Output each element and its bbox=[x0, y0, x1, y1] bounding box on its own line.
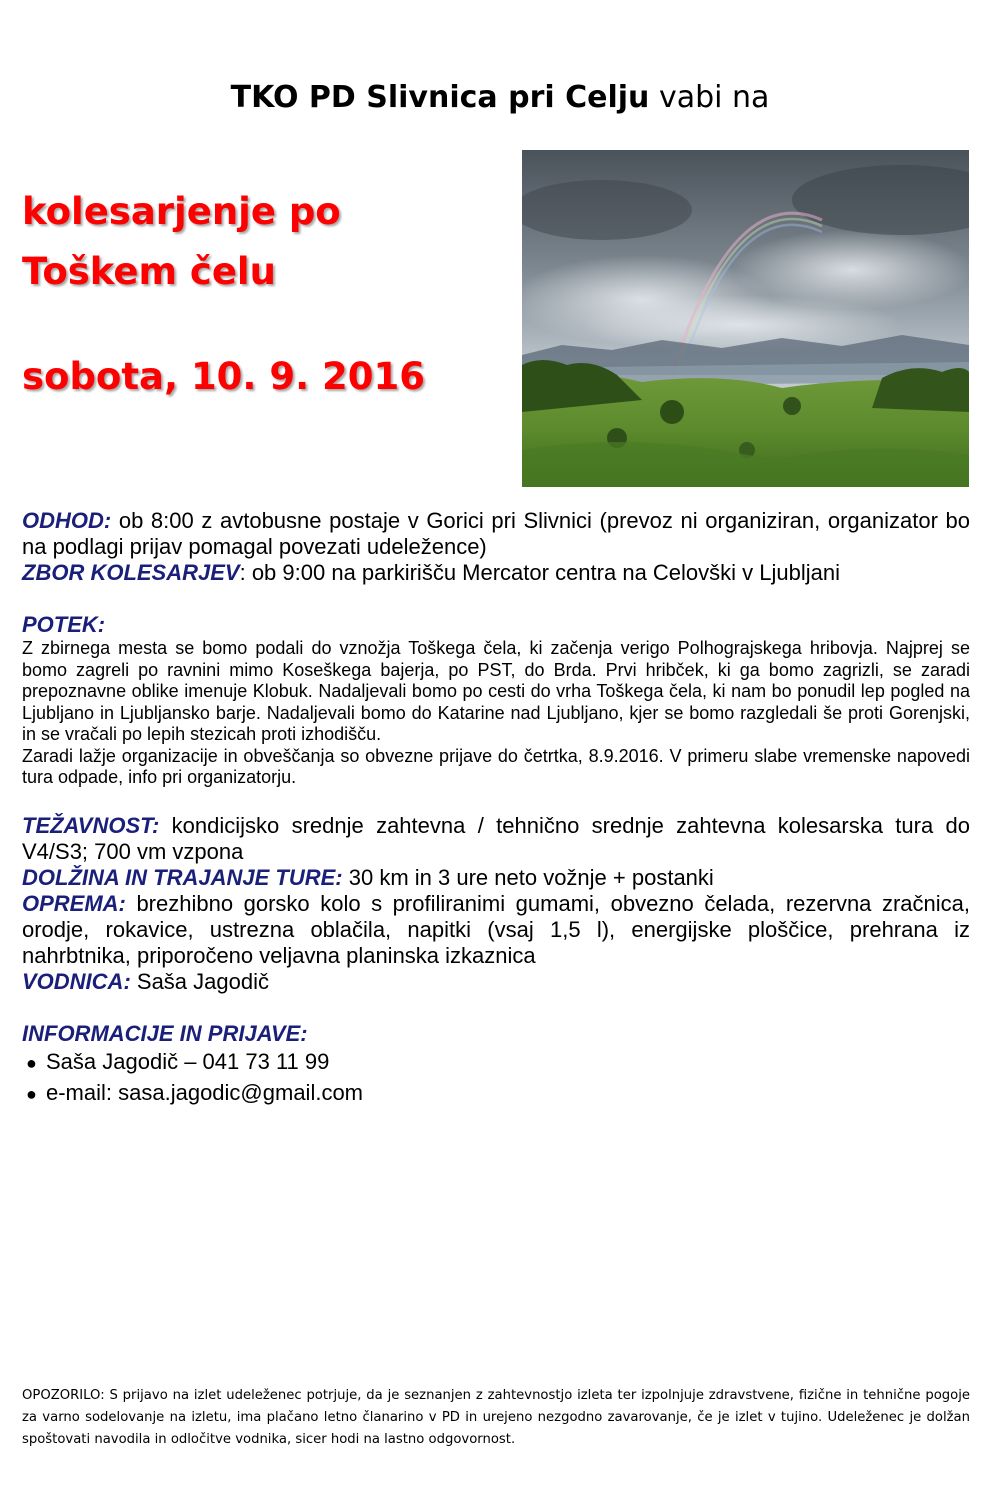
route-heading bbox=[22, 612, 970, 638]
landscape-rainbow-photo bbox=[522, 150, 969, 487]
difficulty-text: kondicijsko srednje zahtevna / tehnično srednje zahtevna kolesarska tura do V4/S3; 700 vm vzpona bbox=[22, 812, 970, 864]
contact-email-item bbox=[26, 1078, 970, 1109]
organizer-heading bbox=[0, 78, 1000, 118]
event-title-line2: Toškem čelu bbox=[22, 250, 276, 293]
contact-email[interactable]: e-mail: sasa.jagodic@gmail.com bbox=[46, 1079, 364, 1105]
gathering-text: : ob 9:00 na parkirišču Mercator centra na Celovški v Ljubljani bbox=[239, 560, 840, 585]
organizer-name: TKO PD Slivnica pri Celju bbox=[230, 80, 650, 115]
equipment-label: OPREMA: bbox=[22, 890, 126, 916]
gathering-info bbox=[22, 560, 970, 586]
bullet-icon: ● bbox=[26, 1052, 37, 1073]
length-text: 30 km in 3 ure neto vožnje + postanki bbox=[342, 864, 714, 890]
route-label: POTEK: bbox=[22, 612, 106, 637]
length-info bbox=[22, 865, 970, 891]
contact-list bbox=[22, 1047, 970, 1109]
departure-text: ob 8:00 z avtobusne postaje v Gorici pri Slivnici (prevoz ni organiziran, organizator bo na podlagi prijav pomagal povezati udeležence) bbox=[22, 508, 970, 559]
guide-label: VODNICA: bbox=[22, 968, 131, 994]
contact-phone-item bbox=[26, 1047, 970, 1078]
contact-phone: Saša Jagodič – 041 73 11 99 bbox=[46, 1048, 330, 1074]
bullet-icon: ● bbox=[26, 1083, 37, 1104]
contact-heading bbox=[22, 1021, 970, 1047]
invite-text: vabi na bbox=[658, 80, 770, 115]
equipment-text: brezhibno gorsko kolo s profiliranimi gumami, obvezno čelada, rezervna zračnica, orodje, rokavice, ustrezna oblačila, napitki (vsaj 1,5 l), energijske ploščice, prehrana iz nahrbtnika, priporočeno veljavna planinska izkaznica bbox=[22, 890, 970, 968]
contact-label: INFORMACIJE IN PRIJAVE: bbox=[22, 1020, 308, 1046]
event-details bbox=[22, 508, 970, 1109]
guide-info bbox=[22, 969, 970, 995]
difficulty-label: TEŽAVNOST: bbox=[22, 812, 160, 838]
event-title-line1: kolesarjenje po bbox=[22, 190, 341, 233]
registration-note: Zaradi lažje organizacije in obveščanja so obvezne prijave do četrtka, 8.9.2016. V primeru slabe vremenske napovedi tura odpade, info pri organizatorju. bbox=[22, 745, 970, 787]
equipment-info bbox=[22, 891, 970, 969]
disclaimer-warning: OPOZORILO: S prijavo na izlet udeleženec potrjuje, da je seznanjen z zahtevnostjo izleta ter izpolnjuje zdravstvene, fizične in tehnične pogoje za varno sodelovanje na izletu, ima plačano letno članarino v PD in urejeno nezgodno zavarovanje, če je izlet v tujino. Udeleženec je dolžan spoštovati navodila in odločitve vodnika, sicer hodi na lastno odgovornost. bbox=[22, 1388, 970, 1447]
departure-label: ODHOD: bbox=[22, 508, 112, 533]
route-description: Z zbirnega mesta se bomo podali do vznožja Toškega čela, ki začenja verigo Polhograjskega hribovja. Najprej se bomo zagreli po ravnini mimo Koseškega bajerja, po PST, do Brda. Prvi hribček, ki ga bomo zagrizli, se zaradi prepoznavne oblike imenuje Klobuk. Nadaljevali bomo po cesti do vrha Toškega čela, ki nam bo ponudil lep pogled na Ljubljano in Ljubljansko barje. Nadaljevali bomo do Katarine nad Ljubljano, kjer se bomo razgledali še proti Gorenjski, in se vračali po lepih stezicah proti izhodišču. bbox=[22, 638, 970, 744]
gathering-label: ZBOR KOLESARJEV bbox=[22, 560, 240, 585]
difficulty-info bbox=[22, 813, 970, 865]
length-label: DOLŽINA IN TRAJANJE TURE: bbox=[22, 864, 343, 890]
event-date: sobota, 10. 9. 2016 bbox=[22, 355, 426, 398]
guide-text: Saša Jagodič bbox=[130, 968, 269, 994]
departure-info bbox=[22, 508, 970, 560]
